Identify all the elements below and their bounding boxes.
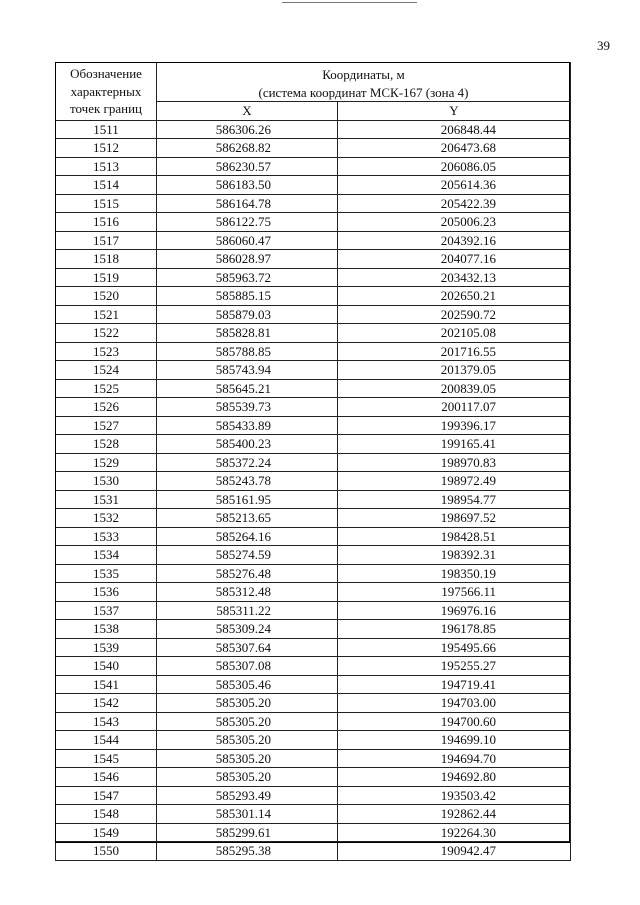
x-coordinate: 585295.38 xyxy=(157,842,338,861)
y-coordinate: 202105.08 xyxy=(338,324,571,343)
table-row xyxy=(56,361,571,380)
table-row xyxy=(56,324,571,343)
y-coordinate: 198972.49 xyxy=(338,472,571,491)
page-number: 39 xyxy=(597,38,610,53)
y-coordinate: 194694.70 xyxy=(338,749,571,768)
point-id: 1546 xyxy=(56,768,157,787)
y-coordinate: 197566.11 xyxy=(338,583,571,602)
x-coordinate: 586060.47 xyxy=(157,231,338,250)
header-coordinates-system: (система координат МСК-167 (зона 4) xyxy=(258,84,469,100)
point-id: 1534 xyxy=(56,546,157,565)
y-coordinate: 192862.44 xyxy=(338,805,571,824)
x-coordinate: 585307.64 xyxy=(157,638,338,657)
point-id: 1527 xyxy=(56,416,157,435)
x-coordinate: 585305.20 xyxy=(157,694,338,713)
header-x: X xyxy=(157,102,338,121)
x-coordinate: 585312.48 xyxy=(157,583,338,602)
point-id: 1523 xyxy=(56,342,157,361)
y-coordinate: 201716.55 xyxy=(338,342,571,361)
point-id: 1526 xyxy=(56,398,157,417)
point-id: 1533 xyxy=(56,527,157,546)
x-coordinate: 585213.65 xyxy=(157,509,338,528)
y-coordinate: 200839.05 xyxy=(338,379,571,398)
y-coordinate: 202650.21 xyxy=(338,287,571,306)
point-id: 1514 xyxy=(56,176,157,195)
x-coordinate: 585433.89 xyxy=(157,416,338,435)
point-id: 1525 xyxy=(56,379,157,398)
y-coordinate: 198350.19 xyxy=(338,564,571,583)
table-row xyxy=(56,472,571,491)
y-coordinate: 198954.77 xyxy=(338,490,571,509)
x-coordinate: 585276.48 xyxy=(157,564,338,583)
y-coordinate: 195495.66 xyxy=(338,638,571,657)
y-coordinate: 194699.10 xyxy=(338,731,571,750)
y-coordinate: 194700.60 xyxy=(338,712,571,731)
x-coordinate: 585274.59 xyxy=(157,546,338,565)
point-id: 1542 xyxy=(56,694,157,713)
table-row xyxy=(56,120,571,139)
top-rule xyxy=(282,2,417,3)
table-row xyxy=(56,712,571,731)
point-id: 1513 xyxy=(56,157,157,176)
y-coordinate: 206086.05 xyxy=(338,157,571,176)
header-row xyxy=(56,63,571,102)
y-coordinate: 202590.72 xyxy=(338,305,571,324)
x-coordinate: 586028.97 xyxy=(157,250,338,269)
table-row xyxy=(56,305,571,324)
table-row xyxy=(56,250,571,269)
table-row xyxy=(56,731,571,750)
point-id: 1535 xyxy=(56,564,157,583)
y-coordinate: 196976.16 xyxy=(338,601,571,620)
y-coordinate: 198970.83 xyxy=(338,453,571,472)
point-id: 1540 xyxy=(56,657,157,676)
y-coordinate: 206848.44 xyxy=(338,120,571,139)
y-coordinate: 199165.41 xyxy=(338,435,571,454)
y-coordinate: 190942.47 xyxy=(338,842,571,861)
y-coordinate: 196178.85 xyxy=(338,620,571,639)
point-id: 1549 xyxy=(56,823,157,842)
table-row xyxy=(56,638,571,657)
coordinates-table xyxy=(55,62,571,861)
x-coordinate: 585307.08 xyxy=(157,657,338,676)
table-row xyxy=(56,213,571,232)
y-coordinate: 194692.80 xyxy=(338,768,571,787)
point-id: 1548 xyxy=(56,805,157,824)
x-coordinate: 585372.24 xyxy=(157,453,338,472)
x-coordinate: 586183.50 xyxy=(157,176,338,195)
point-id: 1550 xyxy=(56,842,157,861)
y-coordinate: 201379.05 xyxy=(338,361,571,380)
y-coordinate: 200117.07 xyxy=(338,398,571,417)
table-row xyxy=(56,231,571,250)
table-row xyxy=(56,768,571,787)
x-coordinate: 585788.85 xyxy=(157,342,338,361)
point-id: 1532 xyxy=(56,509,157,528)
table-row xyxy=(56,139,571,158)
table-row xyxy=(56,379,571,398)
x-coordinate: 585305.20 xyxy=(157,749,338,768)
header-points-line: характерных xyxy=(70,83,142,99)
header-points-line: Обозначение xyxy=(70,66,142,81)
table-row xyxy=(56,157,571,176)
y-coordinate: 205422.39 xyxy=(338,194,571,213)
point-id: 1531 xyxy=(56,490,157,509)
table-row xyxy=(56,657,571,676)
y-coordinate: 198428.51 xyxy=(338,527,571,546)
table-row xyxy=(56,435,571,454)
point-id: 1528 xyxy=(56,435,157,454)
table-row xyxy=(56,416,571,435)
point-id: 1517 xyxy=(56,231,157,250)
table-row xyxy=(56,287,571,306)
header-coordinates-title: Координаты, м xyxy=(322,67,405,82)
table-row xyxy=(56,342,571,361)
x-coordinate: 585293.49 xyxy=(157,786,338,805)
table-row xyxy=(56,805,571,824)
y-coordinate: 194703.00 xyxy=(338,694,571,713)
x-coordinate: 585828.81 xyxy=(157,324,338,343)
point-id: 1537 xyxy=(56,601,157,620)
table-row xyxy=(56,546,571,565)
x-coordinate: 586230.57 xyxy=(157,157,338,176)
table-row xyxy=(56,453,571,472)
table-row xyxy=(56,564,571,583)
point-id: 1511 xyxy=(56,120,157,139)
point-id: 1529 xyxy=(56,453,157,472)
y-coordinate: 193503.42 xyxy=(338,786,571,805)
x-coordinate: 585311.22 xyxy=(157,601,338,620)
table-row xyxy=(56,268,571,287)
point-id: 1536 xyxy=(56,583,157,602)
point-id: 1515 xyxy=(56,194,157,213)
y-coordinate: 205006.23 xyxy=(338,213,571,232)
header-points xyxy=(56,63,157,121)
header-coordinates xyxy=(157,63,571,102)
point-id: 1524 xyxy=(56,361,157,380)
y-coordinate: 192264.30 xyxy=(338,823,571,842)
y-coordinate: 204077.16 xyxy=(338,250,571,269)
point-id: 1545 xyxy=(56,749,157,768)
x-coordinate: 585305.46 xyxy=(157,675,338,694)
x-coordinate: 586122.75 xyxy=(157,213,338,232)
x-coordinate: 585743.94 xyxy=(157,361,338,380)
x-coordinate: 586164.78 xyxy=(157,194,338,213)
x-coordinate: 585299.61 xyxy=(157,823,338,842)
y-coordinate: 198697.52 xyxy=(338,509,571,528)
point-id: 1520 xyxy=(56,287,157,306)
table-row xyxy=(56,749,571,768)
y-coordinate: 199396.17 xyxy=(338,416,571,435)
table-row xyxy=(56,694,571,713)
table-row xyxy=(56,194,571,213)
header-points-line: точек границ xyxy=(69,101,143,116)
point-id: 1543 xyxy=(56,712,157,731)
table-row xyxy=(56,786,571,805)
table-row xyxy=(56,176,571,195)
table-row xyxy=(56,583,571,602)
x-coordinate: 585539.73 xyxy=(157,398,338,417)
y-coordinate: 203432.13 xyxy=(338,268,571,287)
point-id: 1516 xyxy=(56,213,157,232)
table-row xyxy=(56,601,571,620)
y-coordinate: 206473.68 xyxy=(338,139,571,158)
point-id: 1547 xyxy=(56,786,157,805)
y-coordinate: 205614.36 xyxy=(338,176,571,195)
table-row xyxy=(56,490,571,509)
y-coordinate: 198392.31 xyxy=(338,546,571,565)
x-coordinate: 585645.21 xyxy=(157,379,338,398)
y-coordinate: 204392.16 xyxy=(338,231,571,250)
table-row xyxy=(56,398,571,417)
table-row xyxy=(56,842,571,861)
x-coordinate: 585400.23 xyxy=(157,435,338,454)
table-row xyxy=(56,527,571,546)
x-coordinate: 585243.78 xyxy=(157,472,338,491)
table-row xyxy=(56,823,571,842)
point-id: 1519 xyxy=(56,268,157,287)
header-y: Y xyxy=(338,102,571,121)
point-id: 1538 xyxy=(56,620,157,639)
point-id: 1530 xyxy=(56,472,157,491)
x-coordinate: 586268.82 xyxy=(157,139,338,158)
x-coordinate: 585305.20 xyxy=(157,731,338,750)
x-coordinate: 585264.16 xyxy=(157,527,338,546)
point-id: 1518 xyxy=(56,250,157,269)
point-id: 1544 xyxy=(56,731,157,750)
x-coordinate: 585885.15 xyxy=(157,287,338,306)
point-id: 1521 xyxy=(56,305,157,324)
x-coordinate: 586306.26 xyxy=(157,120,338,139)
point-id: 1539 xyxy=(56,638,157,657)
x-coordinate: 585963.72 xyxy=(157,268,338,287)
x-coordinate: 585305.20 xyxy=(157,712,338,731)
x-coordinate: 585305.20 xyxy=(157,768,338,787)
x-coordinate: 585309.24 xyxy=(157,620,338,639)
table-row xyxy=(56,620,571,639)
y-coordinate: 194719.41 xyxy=(338,675,571,694)
table-row xyxy=(56,675,571,694)
point-id: 1522 xyxy=(56,324,157,343)
x-coordinate: 585161.95 xyxy=(157,490,338,509)
y-coordinate: 195255.27 xyxy=(338,657,571,676)
x-coordinate: 585301.14 xyxy=(157,805,338,824)
x-coordinate: 585879.03 xyxy=(157,305,338,324)
point-id: 1512 xyxy=(56,139,157,158)
point-id: 1541 xyxy=(56,675,157,694)
table-row xyxy=(56,509,571,528)
